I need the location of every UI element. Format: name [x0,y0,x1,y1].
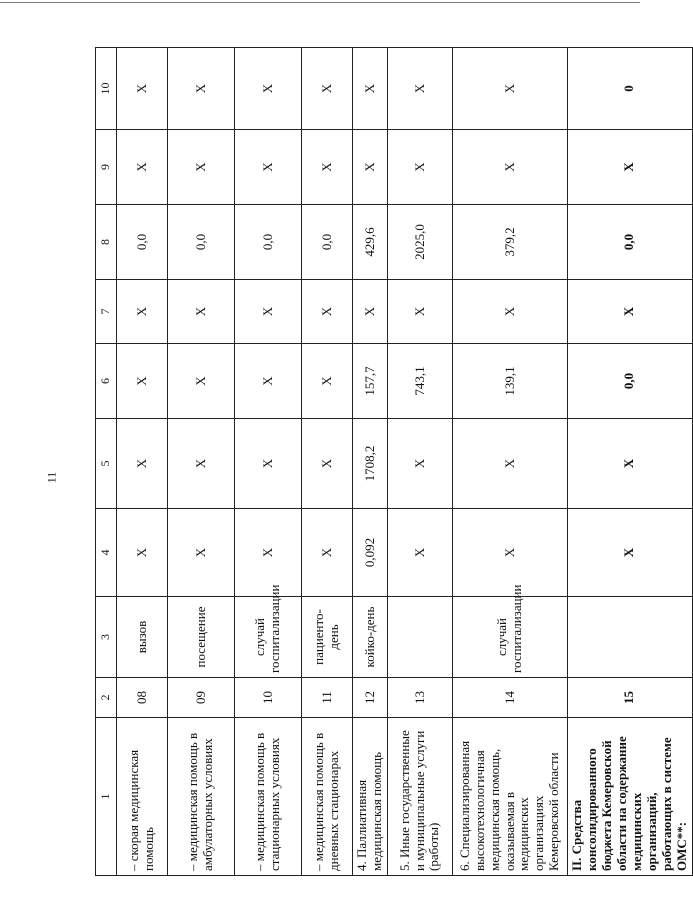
column-number-header: 6 [96,344,117,419]
value-col10: Х [353,48,388,130]
table-row [302,48,353,876]
column-number-header: 2 [96,678,117,718]
value-col7: Х [453,280,568,344]
unit-of-measure: случай госпитализации [453,597,568,678]
value-col5: Х [388,419,453,509]
column-number-header: 10 [96,48,117,130]
value-col4: Х [117,509,168,597]
value-col7: Х [235,280,302,344]
value-col6: Х [117,344,168,419]
value-col8: 0,0 [302,205,353,280]
value-col10: Х [388,48,453,130]
value-col9: Х [117,130,168,205]
unit-of-measure: вызов [117,597,168,678]
value-col10: Х [168,48,235,130]
table-wrapper [95,48,689,876]
row-code: 08 [117,678,168,718]
value-col6: 139,1 [453,344,568,419]
value-col8: 2025,0 [388,205,453,280]
table-row [235,48,302,876]
value-col9: Х [568,130,693,205]
value-col6: 0,0 [568,344,693,419]
value-col10: Х [117,48,168,130]
value-col9: Х [302,130,353,205]
value-col10: Х [453,48,568,130]
value-col6: Х [168,344,235,419]
value-col6: Х [235,344,302,419]
row-code: 10 [235,678,302,718]
row-code: 15 [568,678,693,718]
value-col6: Х [302,344,353,419]
row-name: 6. Специализированная высокотехнологичная медицинская помощь, оказываемая в медицинских организациях Кемеровской области [453,718,568,876]
row-name: II. Средства консолидированного бюджета Кемеровской области на содержание медицинских организаций, работающих в системе ОМС**: [568,718,693,876]
page-number: 11 [44,471,59,484]
row-name: 4. Паллиативная медицинская помощь [353,718,388,876]
value-col10: Х [235,48,302,130]
value-col10: Х [302,48,353,130]
table-row [168,48,235,876]
row-code: 14 [453,678,568,718]
value-col8: 0,0 [168,205,235,280]
unit-of-measure: посещение [168,597,235,678]
value-col4: Х [168,509,235,597]
value-col4: 0,092 [353,509,388,597]
table-row [453,48,568,876]
unit-of-measure [388,597,453,678]
value-col9: Х [235,130,302,205]
value-col6: 743,1 [388,344,453,419]
value-col10: 0 [568,48,693,130]
table-row [388,48,453,876]
value-col4: Х [302,509,353,597]
value-col6: 157,7 [353,344,388,419]
value-col8: 429,6 [353,205,388,280]
row-code: 09 [168,678,235,718]
value-col5: Х [453,419,568,509]
header-row [96,48,117,876]
value-col9: Х [168,130,235,205]
value-col5: Х [168,419,235,509]
table-row [117,48,168,876]
row-code: 12 [353,678,388,718]
value-col7: Х [168,280,235,344]
value-col5: Х [117,419,168,509]
value-col7: Х [353,280,388,344]
value-col7: Х [388,280,453,344]
value-col5: 1708,2 [353,419,388,509]
unit-of-measure [568,597,693,678]
value-col8: 0,0 [117,205,168,280]
value-col5: Х [568,419,693,509]
value-col7: Х [117,280,168,344]
row-name: 5. Иные государственные и муниципальные услуги (работы) [388,718,453,876]
column-number-header: 8 [96,205,117,280]
column-number-header: 3 [96,597,117,678]
value-col9: Х [388,130,453,205]
value-col8: 379,2 [453,205,568,280]
row-name: – скорая медицинская помощь [117,718,168,876]
rotated-table-container [95,48,689,876]
row-code: 11 [302,678,353,718]
value-col8: 0,0 [235,205,302,280]
row-code: 13 [388,678,453,718]
table-row [353,48,388,876]
row-name: – медицинская помощь в амбулаторных условиях [168,718,235,876]
column-number-header: 1 [96,718,117,876]
budget-table [95,47,693,876]
column-number-header: 4 [96,509,117,597]
unit-of-measure: пациенто-день [302,597,353,678]
value-col5: Х [302,419,353,509]
row-name: – медицинская помощь в дневных стационарах [302,718,353,876]
column-number-header: 9 [96,130,117,205]
value-col7: Х [302,280,353,344]
value-col4: Х [453,509,568,597]
value-col4: Х [235,509,302,597]
column-number-header: 7 [96,280,117,344]
value-col4: Х [568,509,693,597]
unit-of-measure: случай госпитализации [235,597,302,678]
row-name: – медицинская помощь в стационарных условиях [235,718,302,876]
table-row [568,48,693,876]
value-col5: Х [235,419,302,509]
value-col8: 0,0 [568,205,693,280]
value-col9: Х [353,130,388,205]
column-number-header: 5 [96,419,117,509]
value-col9: Х [453,130,568,205]
table-body [96,48,693,876]
unit-of-measure: койко-день [353,597,388,678]
value-col7: Х [568,280,693,344]
top-border-line [0,2,640,3]
value-col4: Х [388,509,453,597]
